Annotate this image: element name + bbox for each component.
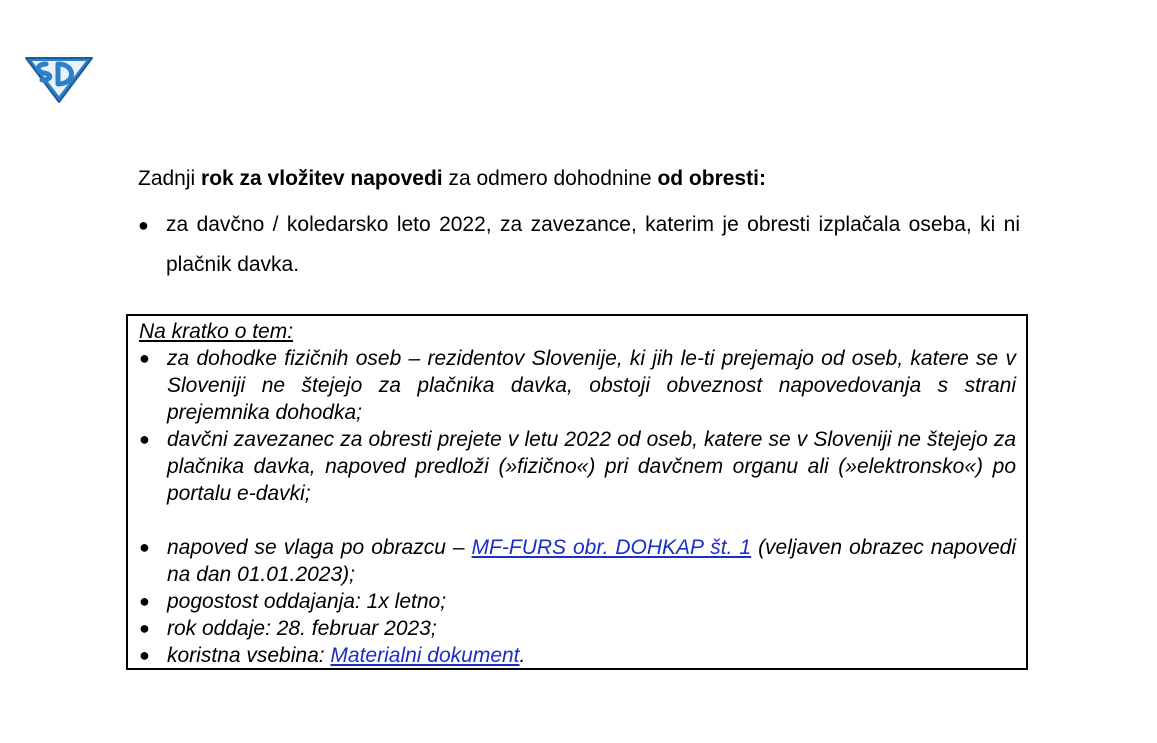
list-item — [139, 588, 1016, 615]
list-item-text: pogostost oddajanja: 1x letno; — [167, 590, 447, 613]
intro-section — [138, 163, 1020, 285]
intro-heading — [138, 163, 1020, 195]
list-item-text-before: napoved se vlaga po obrazcu – — [167, 536, 472, 559]
bullet-icon: ● — [139, 618, 150, 638]
list-item — [139, 615, 1016, 642]
intro-part-2: rok za vložitev napovedi — [201, 167, 443, 190]
list-item-text: davčni zavezanec za obresti prejete v letu 2022 od oseb, katere se v Sloveniji ne štejejo za plačnika davka, napoved predloži (»fizično«) pri davčnem organu ali (»elektronsko«) po portalu e-davki; — [167, 428, 1016, 505]
list-item-text: rok oddaje: 28. februar 2023; — [167, 617, 437, 640]
bullet-icon: ● — [139, 348, 150, 368]
material-document-link[interactable]: Materialni dokument — [330, 644, 520, 667]
list-item-text: za dohodke fizičnih oseb – rezidentov Slovenije, ki jih le-ti prejemajo od oseb, katere se v Sloveniji ne štejejo za plačnika davka, obstoji obveznost napovedovanja s strani prejemnika dohodka; — [167, 347, 1016, 424]
spacer — [139, 507, 1016, 534]
list-item-text-after: . — [519, 644, 526, 667]
intro-bullet-item — [138, 205, 1020, 285]
list-item — [139, 642, 1016, 669]
intro-part-1: Zadnji — [138, 167, 202, 190]
summary-box-title: Na kratko o tem: — [139, 320, 294, 343]
summary-box — [126, 314, 1028, 670]
list-item-text-after: (veljaven obrazec napovedi na dan 01.01.2023); — [167, 536, 1017, 586]
list-item-text — [167, 642, 1016, 669]
intro-part-3: za odmero dohodnine — [442, 167, 658, 190]
list-item-text-before: koristna vsebina: — [167, 644, 331, 667]
sd-shield-logo-icon — [22, 50, 96, 104]
intro-bullet-text: za davčno / koledarsko leto 2022, za zavezance, katerim je obresti izplačala oseba, ki ni plačnik davka. — [166, 213, 1020, 276]
form-dohkap-link[interactable]: MF-FURS obr. DOHKAP št. 1 — [471, 536, 752, 559]
bullet-icon: ● — [138, 215, 149, 235]
intro-part-4: od obresti: — [657, 167, 766, 190]
bullet-icon: ● — [139, 429, 150, 449]
bullet-icon: ● — [139, 591, 150, 611]
list-item — [139, 534, 1016, 588]
bullet-icon: ● — [139, 645, 150, 665]
list-item — [139, 426, 1016, 507]
bullet-icon: ● — [139, 537, 150, 557]
list-item — [139, 345, 1016, 426]
list-item-text — [167, 534, 1016, 588]
